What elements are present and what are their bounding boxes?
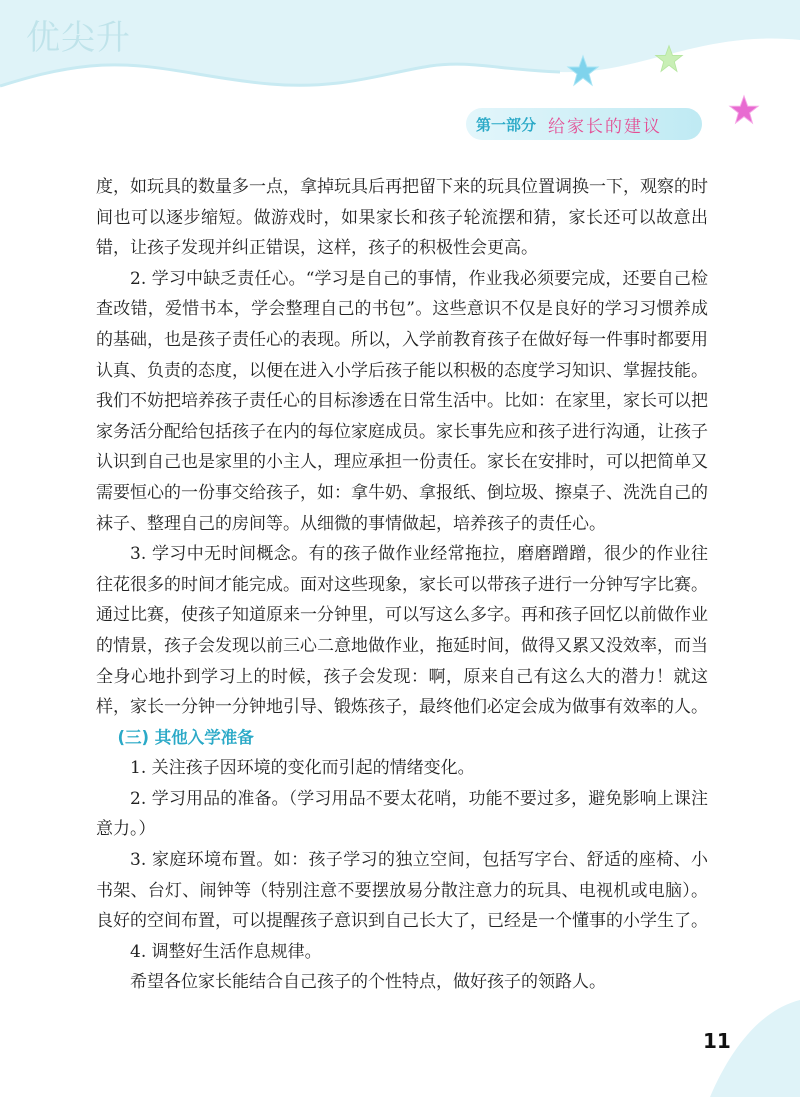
list-item-environment: 3. 家庭环境布置。如：孩子学习的独立空间，包括写字台、舒适的座椅、小书架、台灯、闹钟等（特别注意不要摆放易分散注意力的玩具、电视机或电脑）。良好的空间布置，可以提醒孩子意识到自己长大了，已经是一个懂事的小学生了。: [96, 850, 708, 932]
article-body: [96, 172, 708, 998]
closing-paragraph: 希望各位家长能结合自己孩子的个性特点，做好孩子的领路人。: [130, 972, 606, 993]
paragraph-time-concept: 3. 学习中无时间概念。有的孩子做作业经常拖拉，磨磨蹭蹭，很少的作业往往花很多的时间才能完成。面对这些现象，家长可以带孩子进行一分钟写字比赛。通过比赛，使孩子知道原来一分钟里，可以写这么多字。再和孩子回忆以前做作业的情景，孩子会发现以前三心二意地做作业，拖延时间，做得又累又没效率，而当全身心地扑到学习上的时候，孩子会发现：啊，原来自己有这么大的潜力！就这样，家长一分钟一分钟地引导、锻炼孩子，最终他们必定会成为做事有效率的人。: [96, 544, 708, 718]
list-item-supplies: 2. 学习用品的准备。（学习用品不要太花哨，功能不要过多，避免影响上课注意力。）: [96, 788, 708, 840]
paragraph-responsibility: 2. 学习中缺乏责任心。“学习是自己的事情，作业我必须要完成，还要自己检查改错，爱惜书本，学会整理自己的书包”。这些意识不仅是良好的学习习惯养成的基础，也是孩子责任心的表现。所以，入学前教育孩子在做好每一件事时都要用认真、负责的态度，以便在进入小学后孩子能以积极的态度学习知识、掌握技能。我们不妨把培养孩子责任心的目标渗透在日常生活中。比如：在家里，家长可以把家务活分配给包括孩子在内的每位家庭成员。家长事先应和孩子进行沟通，让孩子认识到自己也是家里的小主人，理应承担一份责任。家长在安排时，可以把简单又需要恒心的一份事交给孩子，如：拿牛奶、拿报纸、倒垃圾、擦桌子、洗洗自己的袜子、整理自己的房间等。从细微的事情做起，培养孩子的责任心。: [96, 268, 708, 534]
list-item-emotions: 1. 关注孩子因环境的变化而引起的情绪变化。: [130, 758, 475, 779]
list-item-routine: 4. 调整好生活作息规律。: [130, 941, 322, 962]
blue-star-icon: [566, 54, 600, 88]
section-heading-other-preparation: (三) 其他入学准备: [117, 727, 254, 747]
page-number: 11: [703, 1029, 731, 1053]
brand-logo-text: 优尖升: [26, 18, 131, 58]
section-header-pill: [466, 108, 702, 140]
paragraph-continuation: 度，如玩具的数量多一点，拿掉玩具后再把留下来的玩具位置调换一下，观察的时间也可以逐步缩短。做游戏时，如果家长和孩子轮流摆和猜，家长还可以故意出错，让孩子发现并纠正错误，这样，孩子的积极性会更高。: [96, 177, 708, 259]
section-part-label: 第一部分: [476, 115, 537, 134]
pink-star-icon: [728, 94, 760, 126]
green-star-icon: [654, 44, 684, 74]
section-title: 给家长的建议: [548, 116, 663, 137]
